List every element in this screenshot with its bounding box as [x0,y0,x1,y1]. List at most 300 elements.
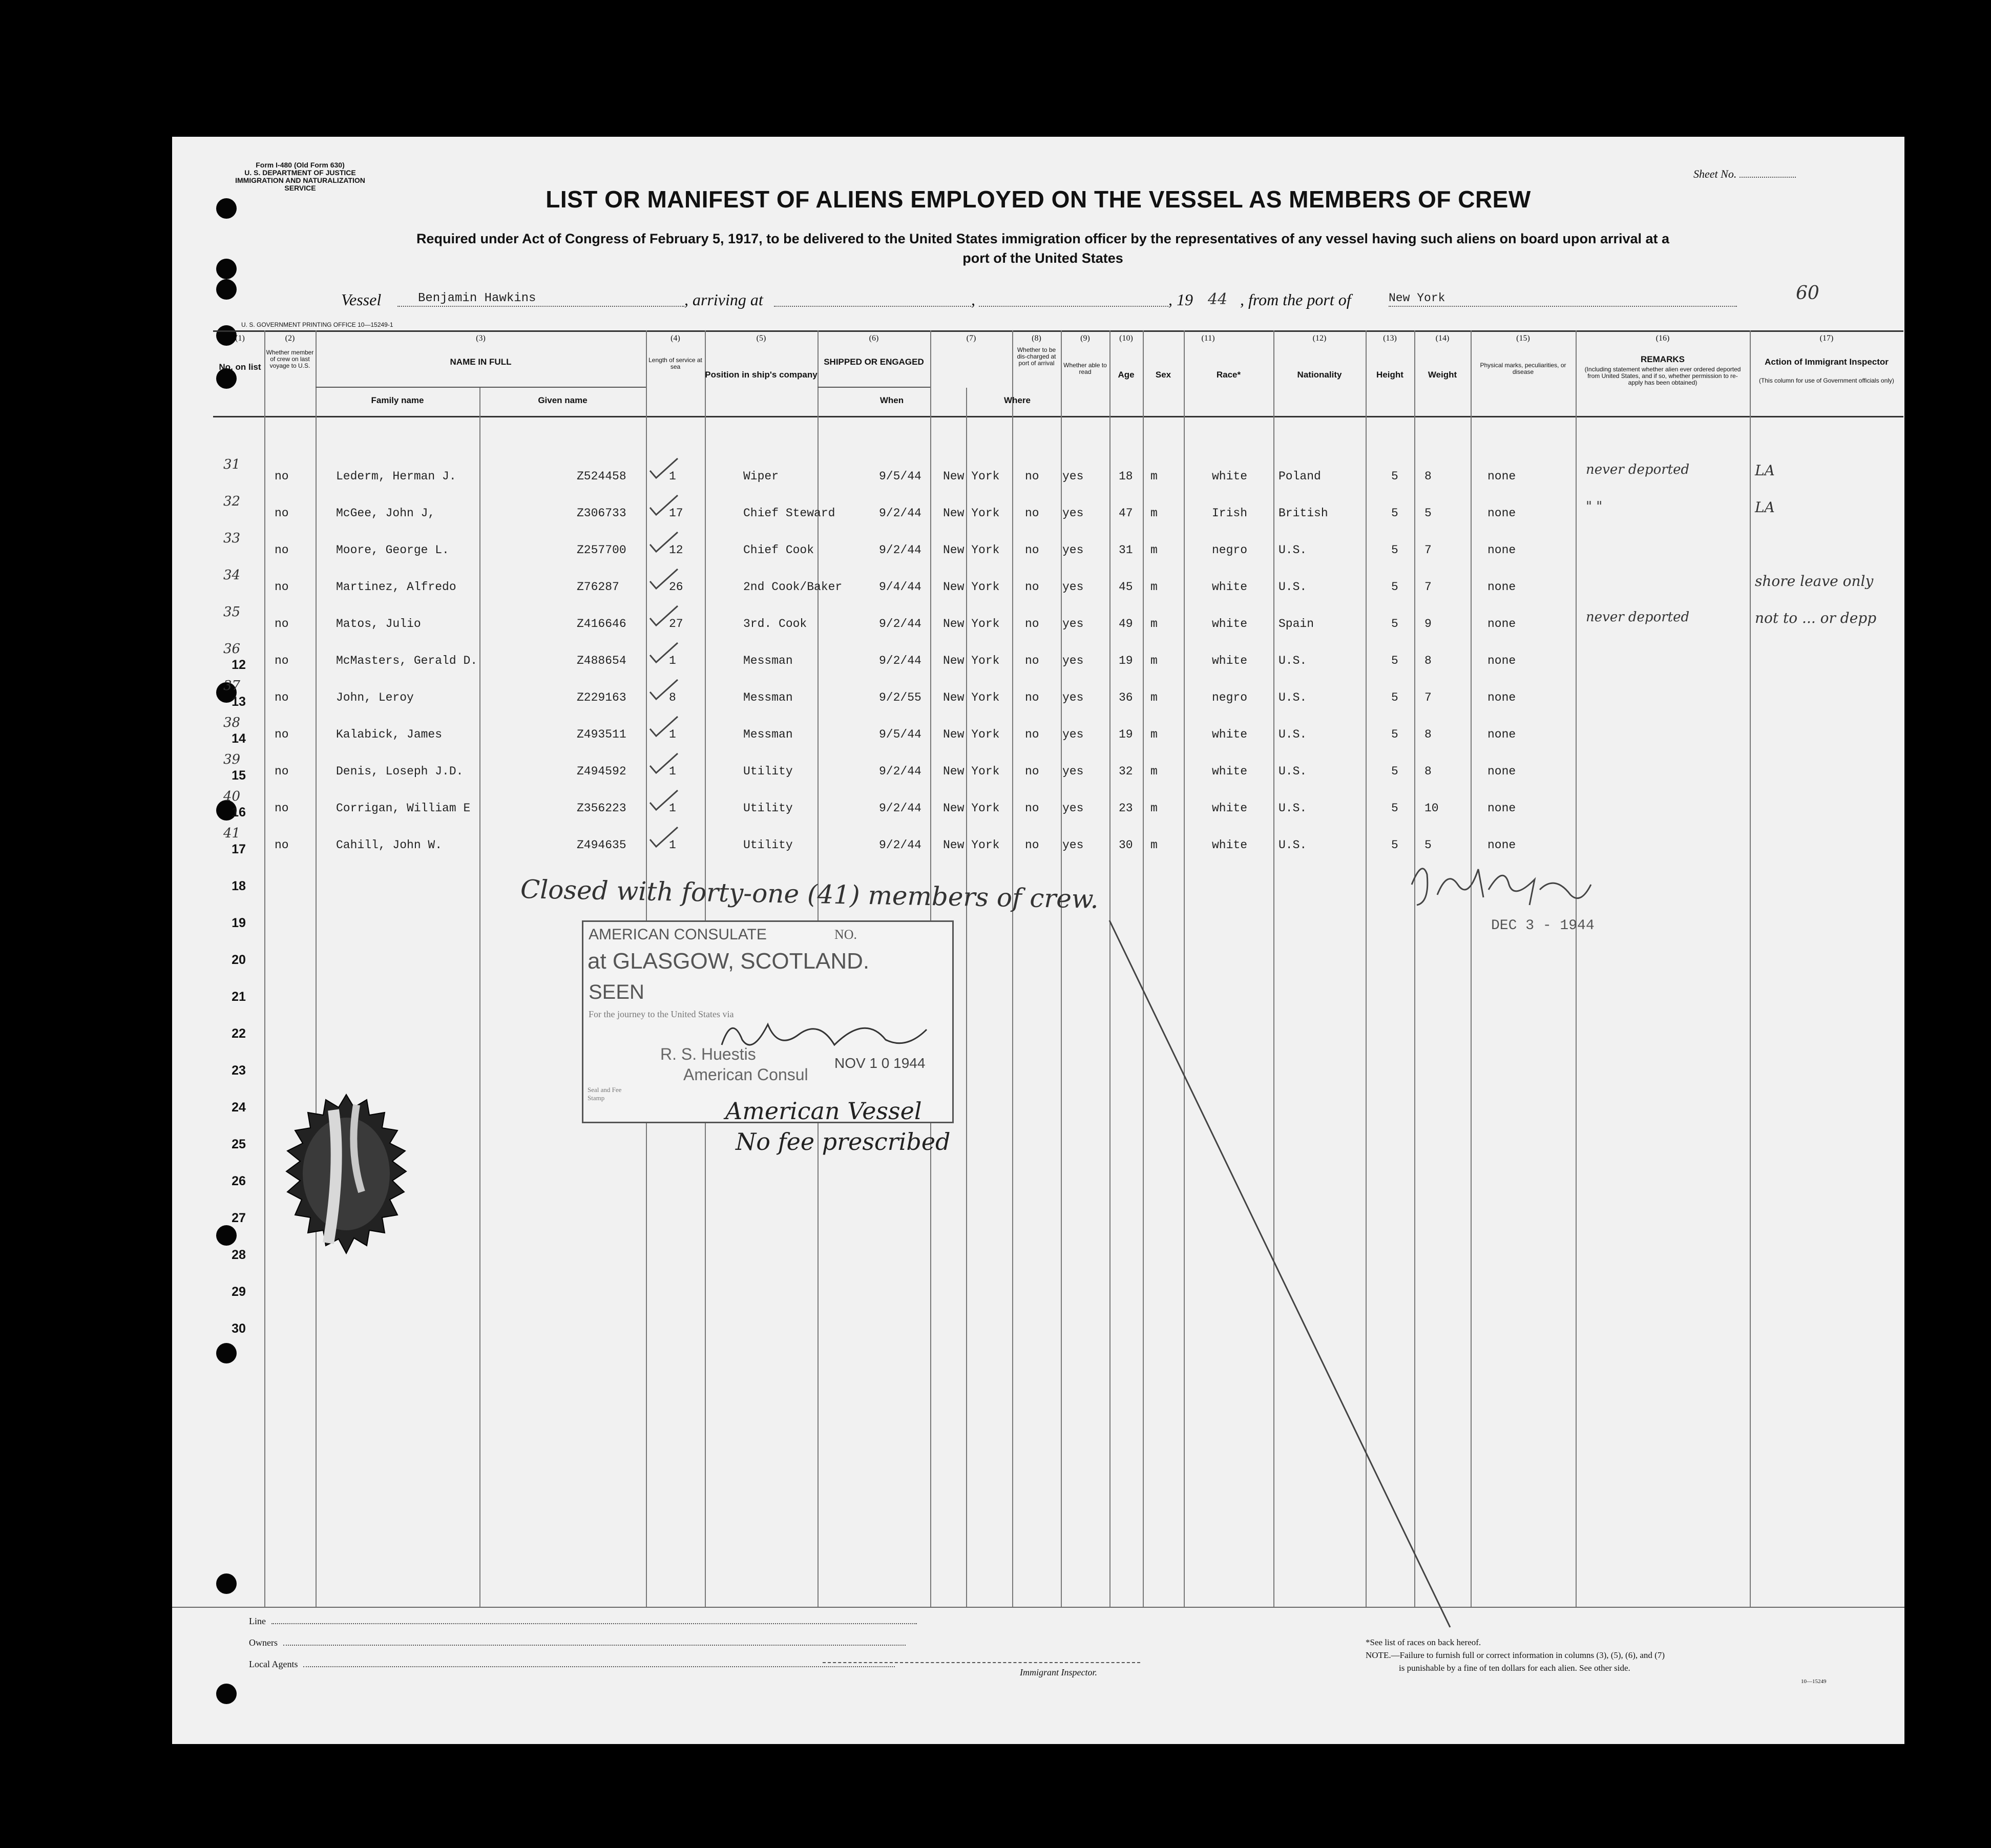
header-shipped: SHIPPED OR ENGAGED [824,357,924,367]
cell-discharged: no [1025,654,1039,667]
column-number: (6) [869,334,879,343]
check-mark [646,750,682,776]
cell-given-name: Z494592 [577,765,626,778]
cell-given-name: Z356223 [577,802,626,815]
cell-length-of-service: 1 [669,728,676,741]
cell-weight: 8 [1424,470,1432,483]
cell-weight: 8 [1424,765,1432,778]
column-number: (15) [1516,334,1530,343]
cell-height: 5 [1391,543,1398,557]
cell-action: LA [1755,499,1775,516]
cell-given-name: Z229163 [577,691,626,704]
cell-age: 32 [1119,765,1133,778]
cell-shipped-when: 9/2/44 [879,543,921,557]
binder-hole [216,1343,237,1363]
column-number: (14) [1435,334,1450,343]
cell-shipped-when: 9/2/44 [879,765,921,778]
cell-age: 23 [1119,802,1133,815]
cell-discharged: no [1025,838,1039,852]
cell-action: LA [1755,462,1775,479]
cell-position: Messman [743,728,793,741]
cell-remark: never deported [1586,462,1690,477]
handwritten-row-number: 39 [223,752,241,767]
check-mark [646,492,682,518]
cell-length-of-service: 1 [669,765,676,778]
cell-weight: 5 [1424,507,1432,520]
stamp-handwritten-1: American Vessel [725,1097,922,1125]
cell-position: Utility [743,765,793,778]
cell-discharged: no [1025,580,1039,594]
column-number: (12) [1312,334,1327,343]
cell-length-of-service: 12 [669,543,683,557]
cell-race: white [1212,580,1248,594]
footer-note-2: is punishable by a fine of ten dollars for each alien. See other side. [1399,1663,1630,1673]
cell-sex: m [1150,802,1158,815]
cell-discharged: no [1025,617,1039,631]
arriving-label: , arriving at [684,290,763,309]
cell-shipped-when: 9/5/44 [879,728,921,741]
stamp-journey: For the journey to the United States via [589,1009,734,1019]
cell-shipped-where: New York [943,507,1000,520]
header-remarks-note: (Including statement whether alien ever ordered deported from United States, and if so, whether permission to re-apply has been obtained) [1584,366,1741,386]
cell-family-name: Moore, George L. [336,543,449,557]
cell-family-name: Corrigan, William E [336,802,471,815]
vessel-label: Vessel [341,290,382,309]
cell-age: 30 [1119,838,1133,852]
cell-nationality: U.S. [1279,580,1307,594]
cell-shipped-where: New York [943,617,1000,631]
cell-age: 18 [1119,470,1133,483]
consul-signature [711,1009,932,1055]
column-number: (11) [1201,334,1215,343]
cell-race: white [1212,470,1248,483]
cell-physical-marks: none [1487,507,1516,520]
footer-agents [249,1659,895,1670]
row-number: 26 [232,1174,246,1188]
header-given-name: Given name [538,395,588,405]
row-number: 24 [232,1100,246,1115]
cell-height: 5 [1391,580,1398,594]
printing-office: U. S. GOVERNMENT PRINTING OFFICE 10—15249-1 [241,321,393,328]
cell-height: 5 [1391,728,1398,741]
row-number: 27 [232,1211,246,1225]
cell-prev-voyage: no [275,728,289,741]
check-mark [646,529,682,555]
cell-sex: m [1150,617,1158,631]
header-name-in-full: NAME IN FULL [450,357,512,367]
cell-position: Chief Cook [743,543,814,557]
binder-hole [216,279,237,300]
cell-able-to-read: yes [1062,765,1084,778]
cell-weight: 10 [1424,802,1439,815]
cell-height: 5 [1391,838,1398,852]
column-divider [1750,330,1751,1607]
cell-race: white [1212,654,1248,667]
cell-family-name: Denis, Loseph J.D. [336,765,464,778]
handwritten-row-number: 31 [223,457,241,472]
handwritten-row-number: 32 [223,494,241,509]
column-number: (8) [1032,334,1041,343]
row-number: 17 [232,842,246,856]
cell-sex: m [1150,470,1158,483]
cell-prev-voyage: no [275,580,289,594]
cell-discharged: no [1025,765,1039,778]
binder-hole [216,1684,237,1704]
cell-height: 5 [1391,802,1398,815]
cell-given-name: Z76287 [577,580,619,594]
department: U. S. DEPARTMENT OF JUSTICE [244,169,356,177]
footer-line [249,1616,917,1627]
cell-given-name: Z416646 [577,617,626,631]
row-number: 28 [232,1248,246,1262]
page-subtitle [249,229,1837,268]
header-action-note: (This column for use of Government officials only) [1759,377,1894,384]
column-number: (1) [235,334,245,343]
cell-length-of-service: 1 [669,470,676,483]
cell-age: 45 [1119,580,1133,594]
cell-nationality: U.S. [1279,654,1307,667]
cell-shipped-when: 9/2/44 [879,802,921,815]
binder-hole [216,1225,237,1246]
cell-sex: m [1150,654,1158,667]
cell-physical-marks: none [1487,470,1516,483]
cell-nationality: U.S. [1279,691,1307,704]
cell-physical-marks: none [1487,838,1516,852]
header-physical-marks: Physical marks, peculiarities, or disease [1480,362,1566,375]
cell-family-name: McGee, John J, [336,507,435,520]
from-port: New York [1389,291,1445,305]
footer-races-note: *See list of races on back hereof. [1366,1637,1481,1647]
header-race: Race* [1216,370,1241,380]
cell-prev-voyage: no [275,802,289,815]
cell-position: Messman [743,691,793,704]
cell-prev-voyage: no [275,507,289,520]
service: IMMIGRATION AND NATURALIZATION SERVICE [235,176,365,192]
cell-height: 5 [1391,470,1398,483]
cell-race: white [1212,728,1248,741]
cell-remark: " " [1586,499,1603,514]
cell-age: 19 [1119,728,1133,741]
cell-family-name: Kalabick, James [336,728,443,741]
check-mark [646,603,682,628]
column-number: (2) [285,334,295,343]
handwritten-row-number: 34 [223,568,241,583]
column-number: (16) [1655,334,1670,343]
cell-height: 5 [1391,507,1398,520]
cell-physical-marks: none [1487,691,1516,704]
cell-family-name: Matos, Julio [336,617,421,631]
cell-physical-marks: none [1487,580,1516,594]
cell-discharged: no [1025,543,1039,557]
cell-given-name: Z488654 [577,654,626,667]
cell-nationality: Poland [1279,470,1321,483]
header-no-on-list: No. on list [219,362,261,372]
column-number: (3) [476,334,486,343]
cell-shipped-when: 9/2/44 [879,654,921,667]
row-number: 13 [232,695,246,709]
cell-shipped-where: New York [943,580,1000,594]
cell-shipped-when: 9/2/55 [879,691,921,704]
cell-height: 5 [1391,765,1398,778]
subtitle-line-1: Required under Act of Congress of February 5, 1917, to be delivered to the United States immigration officer by the representatives of any vessel having such aliens on board upon arrival at a [416,231,1670,246]
cell-length-of-service: 1 [669,838,676,852]
cell-length-of-service: 17 [669,507,683,520]
stamp-seen: SEEN [589,981,644,1003]
cell-weight: 8 [1424,654,1432,667]
check-mark [646,787,682,813]
cell-shipped-when: 9/5/44 [879,470,921,483]
cell-sex: m [1150,838,1158,852]
stamp-no-label: NO. [834,927,857,942]
cell-height: 5 [1391,654,1398,667]
cell-physical-marks: none [1487,617,1516,631]
cell-family-name: Lederm, Herman J. [336,470,456,483]
cell-length-of-service: 1 [669,802,676,815]
sheet-number [1693,167,1796,181]
signature [1401,854,1596,910]
header-length-service: Length of service at sea [648,356,702,370]
cell-weight: 7 [1424,580,1432,594]
cell-age: 31 [1119,543,1133,557]
embossed-seal [272,1089,421,1279]
check-mark [646,455,682,481]
header-whether-member: Whether member of crew on last voyage to U.S. [266,349,314,369]
cell-able-to-read: yes [1062,617,1084,631]
header-discharged: Whether to be dis-charged at port of arrival [1017,346,1056,367]
cell-able-to-read: yes [1062,543,1084,557]
handwritten-row-number: 38 [223,715,241,730]
cell-shipped-where: New York [943,765,1000,778]
cell-action: not to ... or depp [1755,610,1877,626]
cell-shipped-where: New York [943,802,1000,815]
footer-inspector: Immigrant Inspector. [1020,1667,1097,1677]
check-mark [646,677,682,702]
year-prefix: , 19 [1168,290,1193,309]
group-header-rule [818,387,930,388]
cell-physical-marks: none [1487,728,1516,741]
consulate-stamp [582,920,954,1123]
year-suffix: 44 [1208,290,1228,308]
header-age: Age [1118,370,1135,380]
cell-discharged: no [1025,691,1039,704]
footer-code: 10—15249 [1801,1678,1827,1685]
cell-shipped-when: 9/2/44 [879,838,921,852]
cell-given-name: Z524458 [577,470,626,483]
row-number: 21 [232,990,246,1004]
column-number: (5) [756,334,766,343]
cell-weight: 9 [1424,617,1432,631]
stamp-glasgow: at GLASGOW, SCOTLAND. [588,949,870,974]
cell-physical-marks: none [1487,802,1516,815]
row-number: 25 [232,1137,246,1151]
cell-family-name: McMasters, Gerald D. [336,654,478,667]
stamp-consulate: AMERICAN CONSULATE [589,926,767,943]
vessel-name: Benjamin Hawkins [418,291,536,305]
handwritten-row-number: 33 [223,531,241,546]
handwritten-row-number: 40 [223,789,241,804]
cell-sex: m [1150,507,1158,520]
column-number: (13) [1383,334,1397,343]
cell-discharged: no [1025,728,1039,741]
cell-prev-voyage: no [275,470,289,483]
cell-shipped-where: New York [943,543,1000,557]
cell-given-name: Z493511 [577,728,626,741]
column-number: (17) [1819,334,1834,343]
cell-race: negro [1212,543,1248,557]
cell-nationality: U.S. [1279,765,1307,778]
row-number: 20 [232,953,246,967]
form-number: Form I-480 (Old Form 630) [256,161,345,169]
cell-family-name: John, Leroy [336,691,414,704]
handwritten-row-number: 41 [223,826,241,841]
cell-nationality: U.S. [1279,802,1307,815]
cell-able-to-read: yes [1062,654,1084,667]
cell-given-name: Z257700 [577,543,626,557]
header-nationality: Nationality [1297,370,1342,380]
cell-sex: m [1150,728,1158,741]
cell-position: 3rd. Cook [743,617,807,631]
row-number: 14 [232,731,246,746]
page-mark: 60 [1796,283,1819,304]
signature-date: DEC 3 - 1944 [1491,918,1595,934]
cell-age: 49 [1119,617,1133,631]
cell-position: Wiper [743,470,779,483]
header-weight: Weight [1428,370,1457,380]
row-number: 16 [232,805,246,820]
cell-able-to-read: yes [1062,580,1084,594]
cell-prev-voyage: no [275,617,289,631]
row-number: 23 [232,1063,246,1078]
cell-given-name: Z494635 [577,838,626,852]
cell-race: white [1212,765,1248,778]
cell-age: 36 [1119,691,1133,704]
cell-prev-voyage: no [275,654,289,667]
header-when: When [879,395,904,405]
cell-position: Messman [743,654,793,667]
cell-weight: 7 [1424,543,1432,557]
cell-nationality: U.S. [1279,728,1307,741]
cell-prev-voyage: no [275,543,289,557]
stamp-consul-name: R. S. Huestis [660,1045,756,1063]
cell-weight: 7 [1424,691,1432,704]
cell-sex: m [1150,765,1158,778]
row-number: 29 [232,1285,246,1299]
row-number: 15 [232,768,246,783]
column-number: (7) [966,334,976,343]
cell-length-of-service: 8 [669,691,676,704]
cell-shipped-where: New York [943,654,1000,667]
header-sex: Sex [1155,370,1171,380]
cell-shipped-where: New York [943,728,1000,741]
cell-height: 5 [1391,691,1398,704]
cell-weight: 8 [1424,728,1432,741]
group-header-rule [316,387,646,388]
cell-action: shore leave only [1755,573,1874,590]
page-title: LIST OR MANIFEST OF ALIENS EMPLOYED ON THE VESSEL AS MEMBERS OF CREW [546,186,1531,213]
footer-note-prefix: NOTE. [1366,1650,1391,1660]
cell-able-to-read: yes [1062,470,1084,483]
cell-nationality: British [1279,507,1328,520]
row-number: 30 [232,1321,246,1336]
cell-position: 2nd Cook/Baker [743,580,843,594]
cell-prev-voyage: no [275,691,289,704]
cell-race: white [1212,617,1248,631]
cell-nationality: U.S. [1279,838,1307,852]
subtitle-line-2: port of the United States [962,250,1123,266]
cell-discharged: no [1025,470,1039,483]
check-mark [646,824,682,850]
cell-sex: m [1150,691,1158,704]
header-height: Height [1376,370,1403,380]
cell-able-to-read: yes [1062,728,1084,741]
check-mark [646,713,682,739]
cell-race: white [1212,802,1248,815]
cell-age: 19 [1119,654,1133,667]
stamp-date: NOV 1 0 1944 [834,1055,926,1071]
check-mark [646,640,682,665]
handwritten-row-number: 35 [223,604,241,620]
header-able-to-read: Whether able to read [1063,362,1107,375]
cell-length-of-service: 27 [669,617,683,631]
header-where: Where [1004,395,1031,405]
cell-nationality: U.S. [1279,543,1307,557]
cell-weight: 5 [1424,838,1432,852]
column-number: (9) [1080,334,1090,343]
cell-discharged: no [1025,802,1039,815]
header-family-name: Family name [371,395,424,405]
cell-position: Chief Steward [743,507,835,520]
cell-race: negro [1212,691,1248,704]
footer-owners-label: Owners [249,1637,278,1648]
footer-line-label: Line [249,1616,266,1626]
cell-nationality: Spain [1279,617,1314,631]
sheet-number-label: Sheet No. [1693,167,1737,180]
closing-note: Closed with forty-one (41) members of crew. [520,874,1099,914]
handwritten-row-number: 36 [223,641,241,657]
cell-length-of-service: 1 [669,654,676,667]
stamp-consul-title: American Consul [683,1065,808,1084]
cell-family-name: Cahill, John W. [336,838,443,852]
diagonal-pen-line [889,910,1642,1648]
cell-physical-marks: none [1487,543,1516,557]
cell-position: Utility [743,802,793,815]
header-position: Position in ship's company [705,370,818,380]
column-number: (4) [670,334,680,343]
footer-owners [249,1637,906,1648]
cell-shipped-when: 9/4/44 [879,580,921,594]
binder-hole [216,1573,237,1594]
cell-sex: m [1150,543,1158,557]
column-number: (10) [1119,334,1133,343]
row-number: 12 [232,658,246,672]
column-divider [264,330,265,1607]
cell-remark: never deported [1586,610,1690,625]
footer-agents-label: Local Agents [249,1659,298,1669]
stamp-seal-label: Seal and Fee Stamp [588,1086,622,1102]
cell-sex: m [1150,580,1158,594]
row-number: 18 [232,879,246,893]
column-divider [316,330,317,1607]
binder-hole [216,259,237,279]
cell-able-to-read: yes [1062,691,1084,704]
cell-shipped-when: 9/2/44 [879,507,921,520]
cell-family-name: Martinez, Alfredo [336,580,456,594]
cell-age: 47 [1119,507,1133,520]
cell-able-to-read: yes [1062,838,1084,852]
header-action: Action of Immigrant Inspector [1765,357,1889,367]
cell-able-to-read: yes [1062,507,1084,520]
cell-physical-marks: none [1487,765,1516,778]
